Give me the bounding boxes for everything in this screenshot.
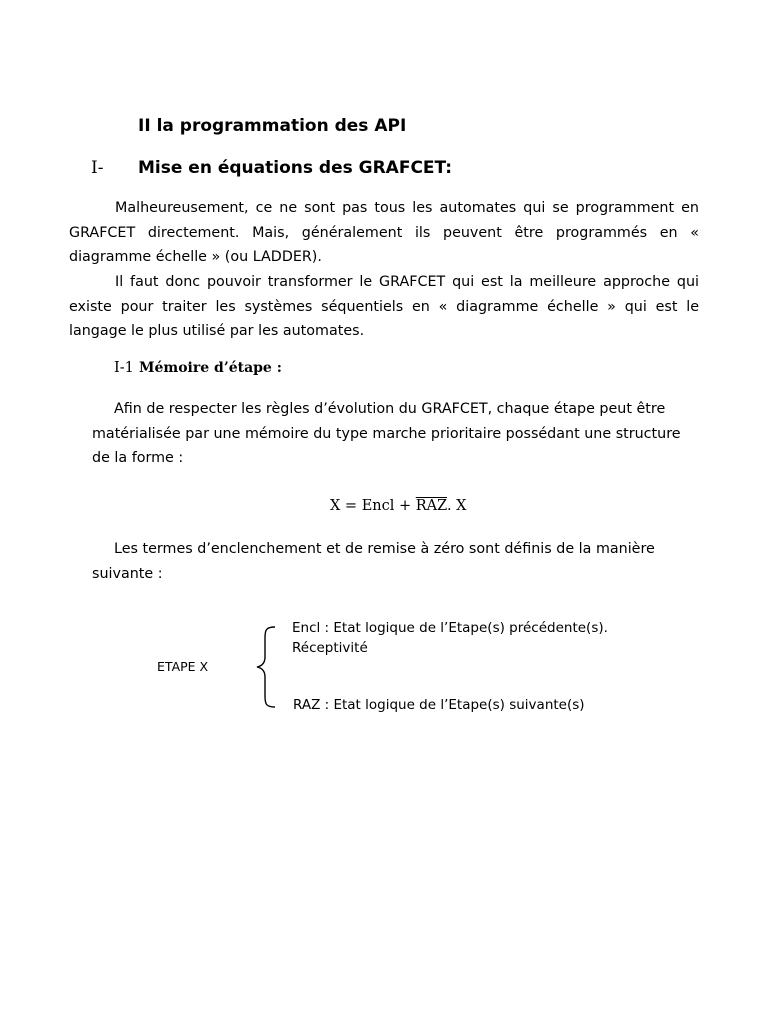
section-number: I-	[91, 158, 104, 178]
equation-lhs: X = Encl +	[330, 498, 416, 514]
equation	[330, 498, 467, 514]
curly-brace-icon	[253, 624, 281, 710]
definition-raz: RAZ : Etat logique de l’Etape(s) suivante(s)	[293, 697, 585, 713]
page-title: II la programmation des API	[138, 116, 407, 136]
definition-receptivity: Réceptivité	[292, 640, 368, 656]
etape-label: ETAPE X	[157, 659, 209, 674]
subsection-number: I-1	[114, 360, 134, 376]
paragraph-memory: Afin de respecter les règles d’évolution du GRAFCET, chaque étape peut être matérialisée par une mémoire du type marche prioritaire possédant une structure de la forme :	[92, 401, 681, 467]
subsection-title: Mémoire d’étape :	[139, 360, 282, 376]
paragraph-terms: Les termes d’enclenchement et de remise à zéro sont définis de la manière suivante :	[92, 541, 655, 582]
section-title: Mise en équations des GRAFCET:	[138, 158, 453, 178]
definition-encl: Encl : Etat logique de l’Etape(s) précédente(s).	[292, 620, 608, 636]
paragraph-transform: Il faut donc pouvoir transformer le GRAFCET qui est la meilleure approche qui existe pour traiter les systèmes séquentiels en « diagramme échelle » qui est le langage le plus utilisé par les automates.	[69, 274, 699, 340]
paragraph-intro: Malheureusement, ce ne sont pas tous les automates qui se programment en GRAFCET directement. Mais, généralement ils peuvent être programmés en « diagramme échelle » (ou LADDER).	[69, 200, 699, 266]
equation-rhs: . X	[446, 498, 467, 514]
equation-negated-term: $\overline{RAZ}$	[415, 498, 447, 514]
